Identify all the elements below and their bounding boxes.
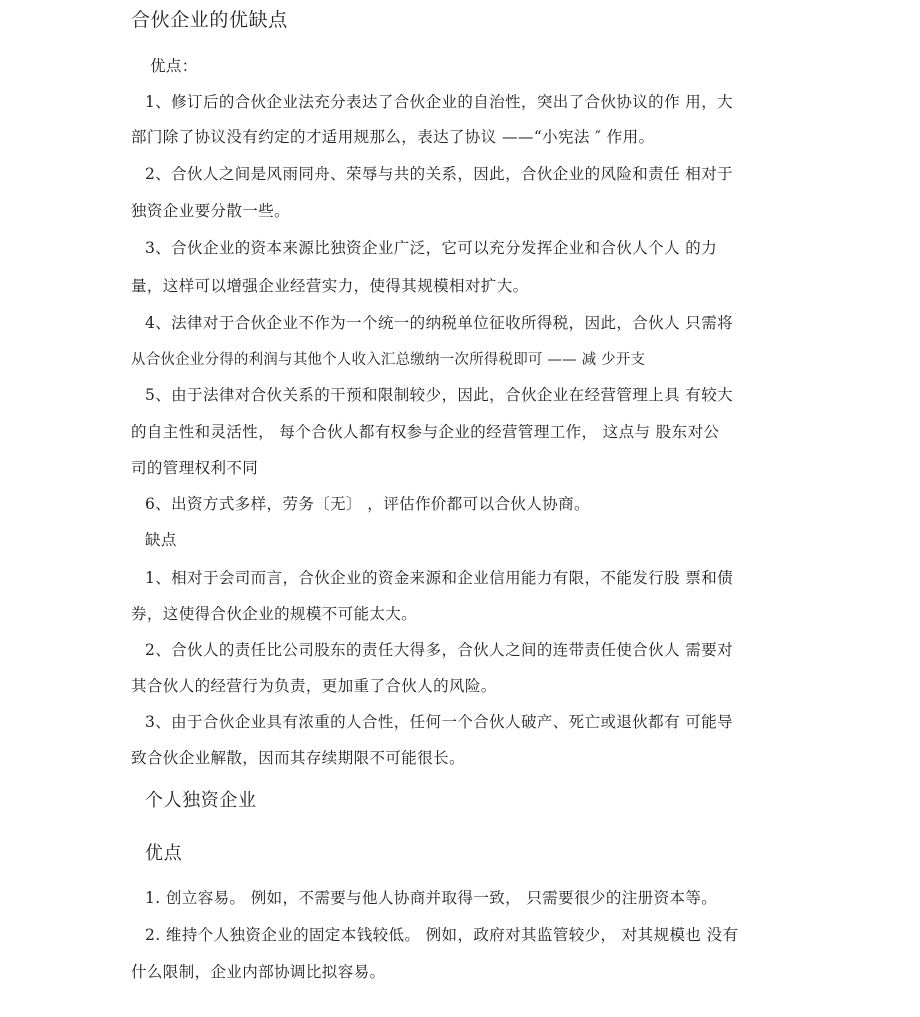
- section2-title: 个人独资企业: [145, 790, 257, 811]
- advantages-heading: 优点：: [150, 57, 198, 75]
- disadvantages-heading: 缺点: [145, 531, 177, 549]
- document-title: 合伙企业的优缺点: [131, 9, 288, 31]
- advantage-6-line-1: 6、出资方式多样，劳务〔无〕 ，评估作价都可以合伙人协商。: [145, 495, 590, 513]
- advantage-4-line-1: 4、法律对于合伙企业不作为一个统一的纳税单位征收所得税，因此，合伙人 只需将: [145, 314, 733, 332]
- advantage-4-line-2: 从合伙企业分得的利润与其他个人收入汇总缴纳一次所得税即可 —— 减 少开支: [131, 352, 646, 368]
- advantage-2-line-1: 2、合伙人之间是风雨同舟、荣辱与共的关系，因此，合伙企业的风险和责任 相对于: [145, 165, 733, 183]
- advantage-5-line-3: 司的管理权利不同: [131, 459, 259, 477]
- disadvantage-2-line-2: 其合伙人的经营行为负责，更加重了合伙人的风险。: [131, 677, 497, 695]
- section2-item-2-line-2: 什么限制，企业内部协调比拟容易。: [131, 963, 386, 981]
- advantage-1-line-1: 1、修订后的合伙企业法充分表达了合伙企业的自治性，突出了合伙协议的作 用，大: [145, 93, 733, 111]
- section2-item-2-line-1: 2. 维持个人独资企业的固定本钱较低。 例如，政府对其监管较少， 对其规模也 没有: [145, 926, 739, 944]
- advantage-5-line-1: 5、由于法律对合伙关系的干预和限制较少，因此，合伙企业在经营管理上具 有较大: [145, 386, 733, 404]
- disadvantage-1-line-2: 券，这使得合伙企业的规模不可能太大。: [131, 605, 418, 623]
- disadvantage-3-line-2: 致合伙企业解散，因而其存续期限不可能很长。: [131, 749, 465, 767]
- advantage-3-line-1: 3、合伙企业的资本来源比独资企业广泛，它可以充分发挥企业和合伙人个人 的力: [145, 239, 718, 257]
- advantage-2-line-2: 独资企业要分散一些。: [131, 202, 291, 220]
- section2-advantages-heading: 优点: [145, 843, 183, 864]
- disadvantage-1-line-1: 1、相对于会司而言，合伙企业的资金来源和企业信用能力有限，不能发行股 票和债: [145, 569, 733, 587]
- disadvantage-3-line-1: 3、由于合伙企业具有浓重的人合性，任何一个合伙人破产、死亡或退伙都有 可能导: [145, 713, 733, 731]
- section2-item-1-line-1: 1. 创立容易。 例如，不需要与他人协商并取得一致， 只需要很少的注册资本等。: [145, 889, 718, 907]
- advantage-3-line-2: 量，这样可以增强企业经营实力，使得其规模相对扩大。: [131, 277, 529, 295]
- advantage-5-line-2: 的自主性和灵活性， 每个合伙人都有权参与企业的经营管理工作， 这点与 股东对公: [131, 423, 720, 441]
- advantage-1-line-2: 部门除了协议没有约定的才适用规那么，表达了协议 ——“小宪法 ″ 作用。: [131, 128, 655, 146]
- disadvantage-2-line-1: 2、合伙人的责任比公司股东的责任大得多，合伙人之间的连带责任使合伙人 需要对: [145, 641, 733, 659]
